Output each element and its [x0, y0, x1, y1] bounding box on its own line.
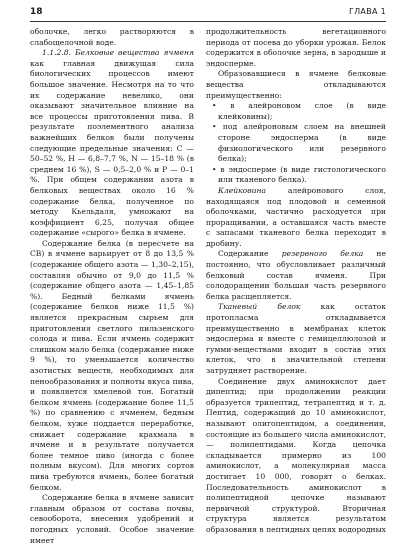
- paragraph-text: алейронового слоя, находящаяся под плодовой и семенной оболочками, частично расходуется при проращивании, а оставшаяся часть вместе с запасами тканевого белка переходит в дробину.: [206, 185, 386, 248]
- term: Клейковина: [218, 185, 267, 195]
- deposit-list: [206, 101, 386, 186]
- paragraph-tissue-protein: [206, 302, 386, 376]
- paragraph: Содержание белка (в пересчете на СВ) в ячмене варьирует от 8 до 13,5 % (содержание общего азота — 1,30–2,15), составляя обычно от 9,0 до 11,5 % (содержание общего азота — 1,45–1,85 %). Бедный белками ячмень (содержание белков ниже 11,5 %) является прекрасным сырьем для приготовления светлого пильзенского солода и пива. Если ячмень содержит слишком мало белка (содержание ниже 9 %), то уменьшается количество азотистых веществ, необходимых для пенообразования и полноты вкуса пива, и появляется хмелевой тон. Богатый белком ячмень (содержание более 11,5 %) по сравнению с ячменем, бедным белком, хуже поддается переработке, снижает содержание крахмала в ячмене и в результате получается более темное пиво (иногда с более полным вкусом). Для многих сортов пива требуются ячмень, более богатый белком.: [30, 238, 194, 492]
- page-number: 18: [30, 7, 43, 17]
- paragraph-text: не постоянно, что обусловливает различный белковый состав ячменя. При солодоращении большая часть резервного белка расщепляется.: [206, 249, 386, 301]
- term: резервного белка: [281, 249, 364, 259]
- paragraph-text: как остаток протопласма откладывается преимущественно в мембранах клеток эндосперма и вместе с гемицеллюлозой и гумми-веществами входит в состав этих клеток, что в значительной степени затрудняет растворение.: [206, 302, 387, 375]
- list-item: • в алейроновом слое (в виде клейковины);: [212, 101, 386, 122]
- paragraph: Образовавшиеся в ячмене белковые вещества откладываются преимущественно:: [206, 69, 386, 100]
- term: Тканевый белок: [218, 302, 301, 312]
- paragraph-text: как главная движущая сила биологических процессов имеют большое значение. Несмотря на то что их содержание невелико, они оказывают значительное влияние на все процессы приготовления пива. В результате поэлементного анализа важнейших белков были получены следующие предельные значения: С — 50–52 %, Н — 6,8–7,7 %, N — 15–18 % (в среднем 16 %), S — 0,5–2,0 % и Р — 0–1 %. При общем содержании азота в белковых веществах около 16 % содержание белка, полученное по методу Кьельдаля, умножают на коэффициент 6,25, получая общее содержание «сырого» белка в ячмене.: [30, 58, 194, 238]
- paragraph-text: Содержание: [218, 249, 282, 259]
- left-column: [30, 27, 194, 546]
- right-column: [206, 27, 386, 536]
- paragraph-gluten: [206, 186, 386, 250]
- list-item: • под алейроновым слоем на внешней стороне эндосперма (в виде физиологического или резервного белка);: [212, 122, 386, 164]
- paragraph: Содержание белка в ячмене зависит главным образом от состава почвы, севооборота, внесения удобрений и погодных условий. Особое значение имеет: [30, 493, 194, 545]
- section-heading: 1.1.2.8. Белковые вещества ячменя: [42, 48, 194, 58]
- chapter-label: ГЛАВА 1: [348, 7, 386, 16]
- paragraph: Соединение двух аминокислот дает дипептид; при продолжении реакции образуется трипептид, тетрапептид и т. д. Пептид, содержащий до 10 аминокислот, называют олигопептидом, а соединения, состоящие из большего числа аминокислот, — полипептидами. Когда цепочка складывается примерно из 100 аминокислот, а молекулярная масса достигает 10 000, говорят о белках. Последовательность аминокислот в полипептидной цепочке называют первичной структурой. Вторичная структура является результатом образования в пептидных цепях водородных: [206, 376, 386, 534]
- paragraph-protein-section: [30, 48, 194, 239]
- list-item: • в эндосперме (в виде гистологического или тканевого белка).: [212, 165, 386, 186]
- paragraph: оболочке, легко растворяются в слабощелочной воде.: [30, 27, 194, 47]
- header-divider: [30, 21, 386, 22]
- paragraph: продолжительность вегетационного периода от посева до уборки урожая. Белок содержится в оболочке зерна, в зародыше и эндосперме.: [206, 27, 386, 68]
- paragraph-reserve-protein: [206, 249, 386, 302]
